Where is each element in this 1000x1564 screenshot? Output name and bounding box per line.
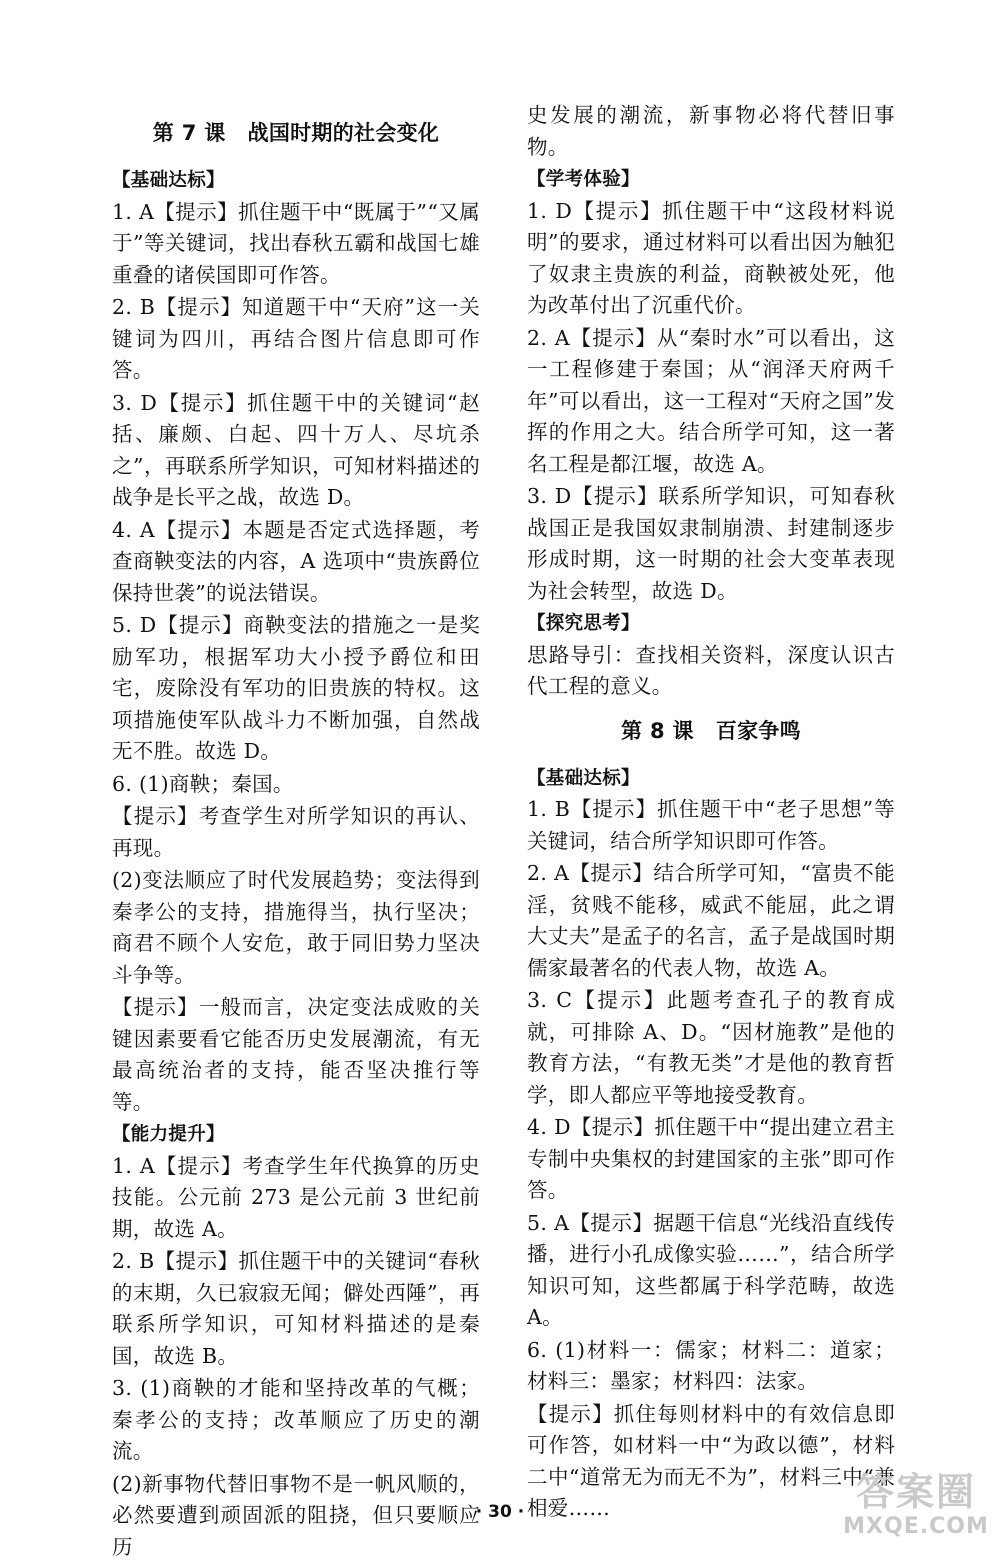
watermark-logo xyxy=(836,1470,996,1540)
answer-paragraph: 【提示】一般而言，决定变法成败的关键因素要看它能否历史发展潮流，有无最高统治者的支持，能否坚决推行等等。 xyxy=(112,995,480,1114)
answer-paragraph: 3. D【提示】抓住题干中的关键词“赵括、廉颇、白起、四十万人、尽坑杀之”，再联系所学知识，可知材料描述的战争是长平之战，故选 D。 xyxy=(112,390,480,509)
answer-paragraph: 4. D【提示】抓住题干中“提出建立君主专制中央集权的封建国家的主张”即可作答。 xyxy=(527,1115,895,1202)
answer-paragraph: 6. (1)商鞅；秦国。 xyxy=(112,771,294,796)
section-heading: 【学考体验】 xyxy=(527,169,640,190)
answer-paragraph: 思路导引：查找相关资料，深度认识古代工程的意义。 xyxy=(527,642,895,698)
answer-paragraph: (2)新事物代替旧事物不是一帆风顺的，必然要遭到顽固派的阻挠，但只要顺应历 xyxy=(112,1471,480,1559)
answer-paragraph: 4. A【提示】本题是否定式选择题，考查商鞅变法的内容，A 选项中“贵族爵位保持世袭”的说法错误。 xyxy=(112,517,480,605)
answer-paragraph: 1. B【提示】抓住题干中“老子思想”等关键词，结合所学知识即可作答。 xyxy=(527,797,895,853)
answer-paragraph: 3. D【提示】联系所学知识，可知春秋战国正是我国奴隶制崩溃、封建制逐步形成时期，这一时期的社会大变革表现为社会转型，故选 D。 xyxy=(527,484,895,603)
answer-paragraph: 1. A【提示】抓住题干中“既属于”“又属于”等关键词，找出春秋五霸和战国七雄重叠的诸侯国即可作答。 xyxy=(112,199,480,287)
answer-paragraph: 5. A【提示】据题干信息“光线沿直线传播，进行小孔成像实验……”，结合所学知识可知，这些都属于科学范畴，故选 A。 xyxy=(527,1210,895,1329)
right-column xyxy=(527,100,895,1526)
answer-paragraph: 6. (1)材料一：儒家；材料二：道家；材料三：墨家；材料四：法家。 xyxy=(527,1337,895,1393)
answer-paragraph: 5. D【提示】商鞅变法的措施之一是奖励军功，根据军功大小授予爵位和田宅，废除没有军功的旧贵族的特权。这项措施使军队战斗力不断加强，自然战无不胜。故选 D。 xyxy=(112,613,480,763)
answer-paragraph: 【提示】考查学生对所学知识的再认、再现。 xyxy=(112,804,480,860)
answer-paragraph: (2)变法顺应了时代发展趋势；变法得到秦孝公的支持，措施得当，执行坚决；商君不顾个人安危，敢于同旧势力坚决斗争等。 xyxy=(112,868,480,987)
answer-paragraph: 2. B【提示】知道题干中“天府”这一关键词为四川，再结合图片信息即可作答。 xyxy=(112,295,480,382)
answer-paragraph: 1. A【提示】考查学生年代换算的历史技能。公元前 273 是公元前 3 世纪前期，故选 A。 xyxy=(112,1153,480,1241)
answer-paragraph: 2. B【提示】抓住题干中的关键词“春秋的末期，久已寂寂无闻；僻处西陲”，再联系所学知识，可知材料描述的是秦国，故选 B。 xyxy=(112,1249,480,1368)
section-heading: 【基础达标】 xyxy=(527,767,640,789)
section-heading: 【能力提升】 xyxy=(112,1124,225,1145)
answer-paragraph: 3. (1)商鞅的才能和坚持改革的气概；秦孝公的支持；改革顺应了历史的潮流。 xyxy=(112,1376,480,1463)
answer-list xyxy=(527,196,895,608)
lesson-8-title: 第 8 课 百家争鸣 xyxy=(621,718,801,743)
answer-list xyxy=(112,197,480,1119)
answer-list xyxy=(527,794,895,1525)
watermark-text: 答案圈 xyxy=(855,1470,976,1514)
page-number: · 30 · xyxy=(475,1502,525,1522)
answer-list xyxy=(527,640,895,703)
lesson-7-title: 第 7 课 战国时期的社会变化 xyxy=(152,121,440,145)
answer-paragraph: 1. D【提示】抓住题干中“这段材料说明”的要求，通过材料可以看出因为触犯了奴隶主贵族的利益，商鞅被处死，他为改革付出了沉重代价。 xyxy=(527,198,895,317)
section-heading: 【探究思考】 xyxy=(527,613,640,634)
left-column xyxy=(112,105,480,1564)
answer-paragraph: 2. A【提示】从“秦时水”可以看出，这一工程修建于秦国；从“润泽天府两千年”可以看出，这一工程对“天府之国”发挥的作用之大。结合所学可知，这一著名工程是都江堰，故选 A。 xyxy=(527,325,895,476)
answer-paragraph: 3. C【提示】此题考查孔子的教育成就，可排除 A、D。“因材施教”是他的教育方法，“有教无类”才是他的教育哲学，即人都应平等地接受教育。 xyxy=(527,988,895,1107)
section-heading: 【基础达标】 xyxy=(112,170,225,191)
answer-paragraph: 2. A【提示】结合所学可知，“富贵不能淫，贫贱不能移，威武不能屈，此之谓大丈夫”是孟子的名言，孟子是战国时期儒家最著名的代表人物，故选 A。 xyxy=(527,861,895,980)
watermark-url: MXQE.COM xyxy=(843,1514,989,1539)
answer-paragraph: 【提示】抓住每则材料中的有效信息即可作答，如材料一中“为政以德”，材料二中“道常无为而无不为”，材料三中“兼相爱…… xyxy=(527,1401,895,1520)
answer-paragraph: 史发展的潮流，新事物必将代替旧事物。 xyxy=(527,103,895,159)
